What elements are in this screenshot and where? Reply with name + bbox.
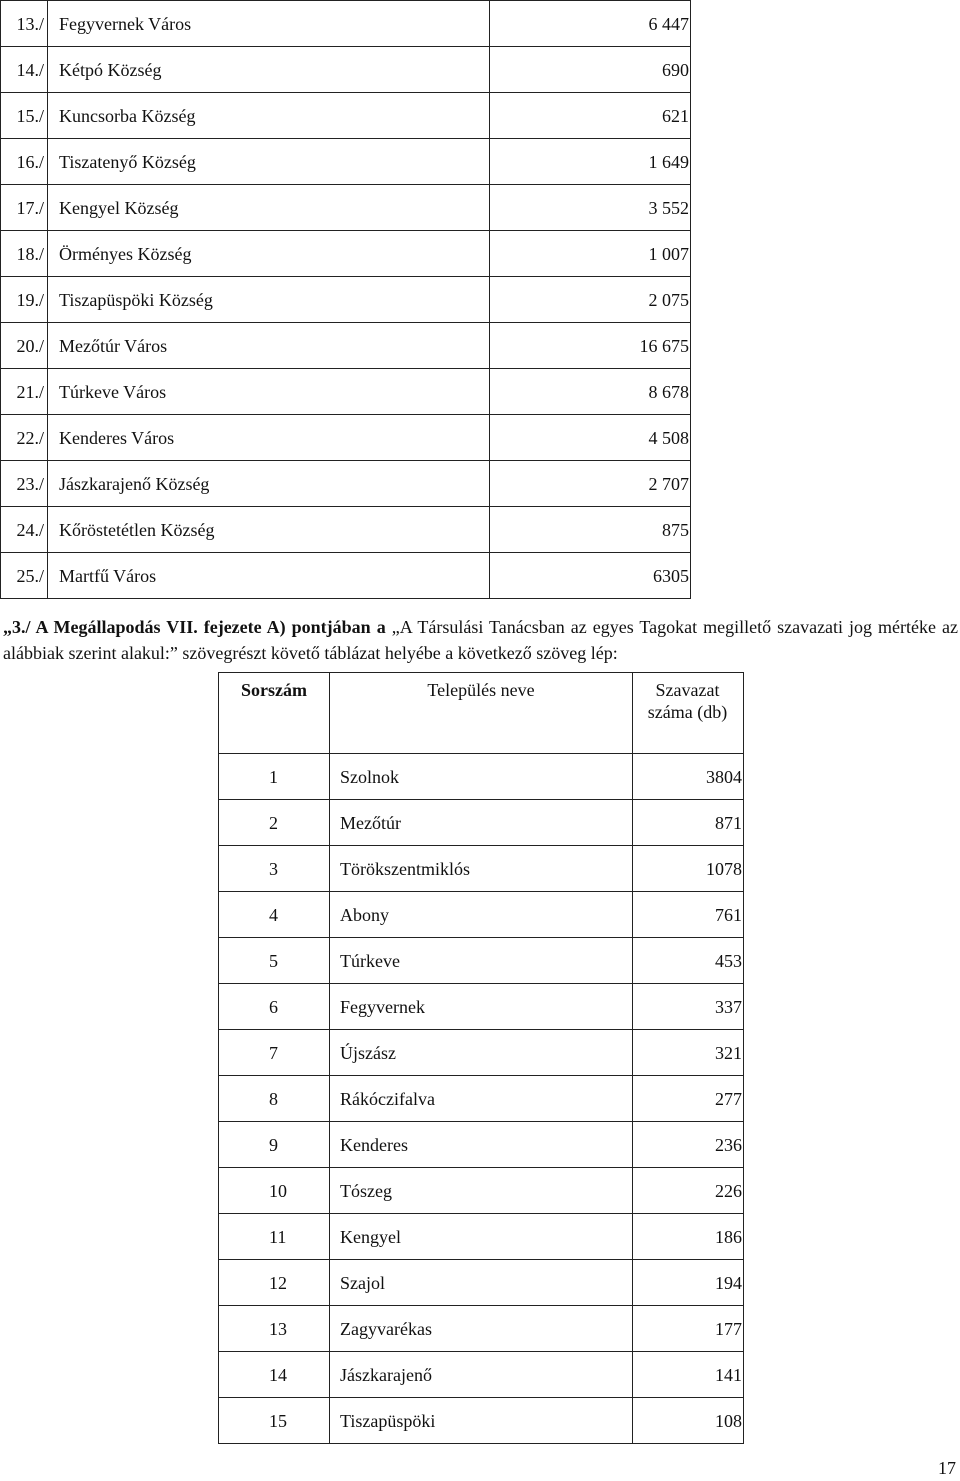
row-number: 15./ [1,93,48,139]
row-sorszam: 8 [219,1076,330,1122]
voting-rights-header-row [219,673,744,754]
settlement-name: Kétpó Község [48,47,490,93]
table-row [1,415,691,461]
table-row [1,277,691,323]
row-number: 14./ [1,47,48,93]
row-number: 22./ [1,415,48,461]
row-szavazat: 337 [633,984,744,1030]
table-row [219,1260,744,1306]
row-telepules: Kenderes [330,1122,633,1168]
row-number: 16./ [1,139,48,185]
row-telepules: Fegyvernek [330,984,633,1030]
settlement-name: Kőröstetétlen Község [48,507,490,553]
settlement-name: Kuncsorba Község [48,93,490,139]
table-row [1,461,691,507]
row-number: 18./ [1,231,48,277]
population-value: 621 [490,93,691,139]
row-szavazat: 226 [633,1168,744,1214]
table-row [219,984,744,1030]
row-sorszam: 5 [219,938,330,984]
row-szavazat: 186 [633,1214,744,1260]
row-sorszam: 7 [219,1030,330,1076]
header-szavazat-szama [633,673,744,754]
voting-rights-table-body [219,673,744,1444]
table-row [1,139,691,185]
population-value: 16 675 [490,323,691,369]
table-row [219,1122,744,1168]
row-telepules: Mezőtúr [330,800,633,846]
table-row [219,846,744,892]
row-number: 20./ [1,323,48,369]
row-szavazat: 761 [633,892,744,938]
header-sorszam: Sorszám [219,673,330,754]
table-row [219,1352,744,1398]
row-szavazat: 236 [633,1122,744,1168]
row-sorszam: 15 [219,1398,330,1444]
population-value: 875 [490,507,691,553]
row-telepules: Zagyvarékas [330,1306,633,1352]
amendment-paragraph [3,614,958,666]
settlement-name: Martfű Város [48,553,490,599]
row-number: 24./ [1,507,48,553]
amendment-paragraph-bold: „3./ A Megállapodás VII. fejezete A) pontjában a [3,617,386,637]
row-telepules: Abony [330,892,633,938]
row-sorszam: 2 [219,800,330,846]
row-number: 21./ [1,369,48,415]
settlement-population-table [0,0,691,599]
population-value: 690 [490,47,691,93]
row-szavazat: 3804 [633,754,744,800]
table-row [219,1214,744,1260]
population-value: 6 447 [490,1,691,47]
row-szavazat: 108 [633,1398,744,1444]
table-row [1,553,691,599]
voting-rights-table [218,672,744,1444]
row-sorszam: 9 [219,1122,330,1168]
table-row [219,754,744,800]
table-row [219,1398,744,1444]
row-szavazat: 277 [633,1076,744,1122]
table-row [219,1076,744,1122]
row-telepules: Kengyel [330,1214,633,1260]
table-row [219,1030,744,1076]
table-row [1,323,691,369]
settlement-name: Mezőtúr Város [48,323,490,369]
header-szavazat-line1: Szavazat [655,680,720,700]
population-value: 2 075 [490,277,691,323]
row-number: 23./ [1,461,48,507]
row-szavazat: 177 [633,1306,744,1352]
settlement-name: Tiszatenyő Község [48,139,490,185]
table-row [219,938,744,984]
row-number: 25./ [1,553,48,599]
settlement-name: Tiszapüspöki Község [48,277,490,323]
row-szavazat: 871 [633,800,744,846]
row-number: 17./ [1,185,48,231]
row-telepules: Törökszentmiklós [330,846,633,892]
row-telepules: Szolnok [330,754,633,800]
settlement-name: Fegyvernek Város [48,1,490,47]
population-value: 1 649 [490,139,691,185]
table-row [1,47,691,93]
table-row [1,507,691,553]
row-telepules: Tiszapüspöki [330,1398,633,1444]
row-szavazat: 194 [633,1260,744,1306]
population-value: 1 007 [490,231,691,277]
row-telepules: Jászkarajenő [330,1352,633,1398]
row-telepules: Túrkeve [330,938,633,984]
row-sorszam: 14 [219,1352,330,1398]
table-row [1,1,691,47]
table-row [219,1306,744,1352]
table-row [219,892,744,938]
population-value: 3 552 [490,185,691,231]
row-telepules: Szajol [330,1260,633,1306]
table-row [219,800,744,846]
row-number: 13./ [1,1,48,47]
page-number: 17 [938,1458,956,1478]
row-sorszam: 4 [219,892,330,938]
settlement-name: Kenderes Város [48,415,490,461]
row-sorszam: 6 [219,984,330,1030]
row-szavazat: 1078 [633,846,744,892]
row-szavazat: 141 [633,1352,744,1398]
row-sorszam: 11 [219,1214,330,1260]
population-value: 8 678 [490,369,691,415]
row-telepules: Rákóczifalva [330,1076,633,1122]
table-row [1,185,691,231]
row-sorszam: 1 [219,754,330,800]
row-sorszam: 13 [219,1306,330,1352]
row-sorszam: 10 [219,1168,330,1214]
header-telepules-neve: Település neve [330,673,633,754]
table-row [1,93,691,139]
settlement-population-table-body [1,1,691,599]
row-szavazat: 453 [633,938,744,984]
row-szavazat: 321 [633,1030,744,1076]
population-value: 2 707 [490,461,691,507]
settlement-name: Jászkarajenő Község [48,461,490,507]
population-value: 6305 [490,553,691,599]
row-telepules: Újszász [330,1030,633,1076]
row-telepules: Tószeg [330,1168,633,1214]
header-szavazat-line2: száma (db) [647,702,728,722]
settlement-name: Örményes Község [48,231,490,277]
settlement-name: Túrkeve Város [48,369,490,415]
table-row [219,1168,744,1214]
amendment-paragraph-text: „A Társulási Tanácsban az egyes Tagokat megillető szavazati jog mértéke az alábbiak szerint alakul:” szövegrészt követő táblázat helyébe a következő szöveg lép: [3,617,959,663]
population-value: 4 508 [490,415,691,461]
table-row [1,231,691,277]
table-row [1,369,691,415]
settlement-name: Kengyel Község [48,185,490,231]
row-sorszam: 3 [219,846,330,892]
row-number: 19./ [1,277,48,323]
row-sorszam: 12 [219,1260,330,1306]
